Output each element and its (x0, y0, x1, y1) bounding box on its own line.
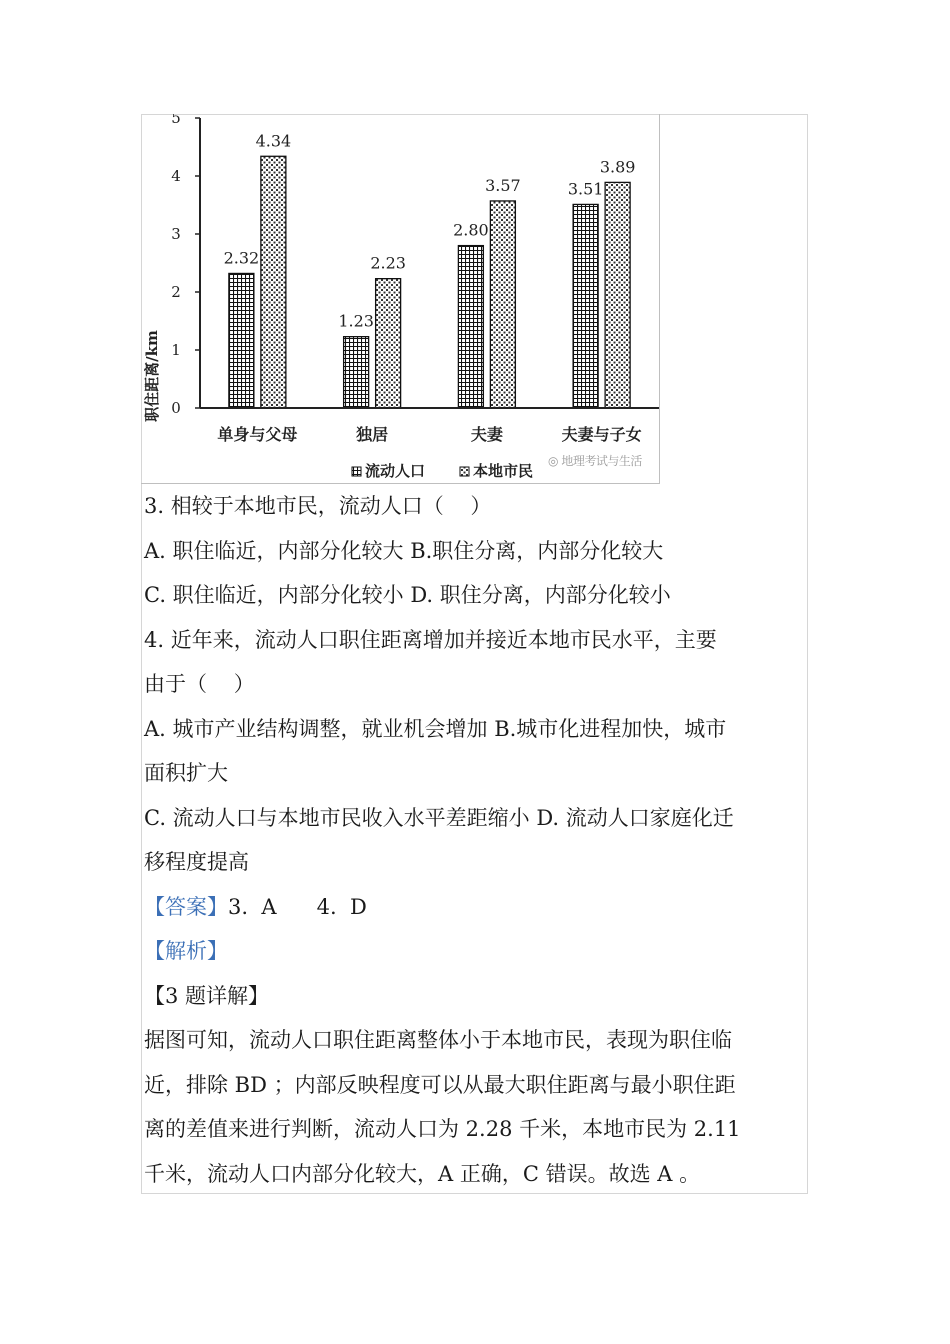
y-tick-label: 2 (171, 283, 181, 301)
watermark (548, 452, 642, 469)
answer-tag: 【答案】 (144, 894, 228, 919)
question-4-option-ab-line-1: A. 城市产业结构调整，就业机会增加 B.城市化进程加快，城市 (144, 716, 727, 741)
bar-value-label: 4.34 (255, 131, 292, 151)
answer-text: 3. A 4. D (228, 894, 367, 919)
bar-1-1 (229, 273, 254, 408)
question-4-stem-line-2: 由于（ ） (144, 672, 255, 696)
x-category-label: 单身与父母 (217, 425, 298, 444)
bar-1-3 (458, 246, 483, 408)
bar-2-4 (605, 182, 630, 408)
question-content (144, 484, 809, 1196)
detail-line-2: 近，排除 BD ；内部反映程度可以从最大职住距离与最小职住距 (144, 1072, 736, 1097)
answer-line (144, 885, 809, 930)
legend (352, 462, 533, 480)
y-tick-label: 4 (171, 167, 181, 185)
question-4-stem-line-1: 4. 近年来，流动人口职住距离增加并接近本地市民水平，主要 (144, 627, 717, 652)
bar-2-1 (261, 156, 286, 408)
x-category-label: 夫妻 (470, 425, 503, 444)
bar-value-label: 3.89 (599, 157, 636, 177)
question-4-option-cd-line-2: 移程度提高 (144, 850, 249, 874)
wechat-icon: ◎ (548, 454, 558, 468)
question-4-option-cd-line-1: C. 流动人口与本地市民收入水平差距缩小 D. 流动人口家庭化迁 (144, 805, 734, 830)
question-3-options-cd: C. 职住临近，内部分化较小 D. 职住分离，内部分化较小 (144, 583, 671, 607)
detail-line-4: 千米，流动人口内部分化较大，A 正确，C 错误。故选 A 。 (144, 1161, 701, 1186)
legend-swatch-series-1 (352, 467, 361, 476)
bar-2-3 (490, 201, 515, 408)
bar-chart (141, 114, 659, 483)
bar-2-2 (376, 279, 401, 408)
question-3-stem: 3. 相较于本地市民，流动人口（ ） (144, 494, 492, 518)
bar-value-label: 2.23 (370, 253, 406, 273)
detail-line-3: 离的差值来进行判断，流动人口为 2.28 千米，本地市民为 2.11 (144, 1117, 741, 1141)
bar-1-2 (344, 337, 369, 408)
x-category-label: 夫妻与子女 (561, 425, 642, 444)
bar-value-label: 1.23 (338, 311, 374, 331)
y-tick-label: 1 (171, 341, 181, 359)
bar-value-label: 2.32 (223, 248, 260, 268)
y-tick-label: 0 (171, 399, 181, 417)
bar-value-label: 3.51 (567, 179, 604, 199)
y-tick-label: 3 (171, 225, 181, 243)
legend-swatch-series-2 (460, 467, 469, 476)
x-category-label: 独居 (356, 425, 389, 444)
bar-value-label: 2.80 (453, 220, 489, 240)
detail-line-1: 据图可知，流动人口职住距离整体小于本地市民，表现为职住临 (144, 1028, 732, 1052)
legend-label-series-2: 本地市民 (473, 462, 534, 480)
chart-box (141, 114, 660, 484)
y-tick-label: 5 (171, 114, 181, 127)
bar-1-4 (573, 204, 598, 408)
legend-label-series-1: 流动人口 (365, 462, 426, 480)
question-3-options-ab: A. 职住临近，内部分化较大 B.职住分离，内部分化较大 (144, 538, 664, 563)
bar-value-label: 3.57 (485, 175, 521, 195)
analysis-tag: 【解析】 (144, 939, 228, 963)
watermark-text: 地理考试与生活 (561, 454, 642, 468)
detail-heading: 【3 题详解】 (144, 983, 270, 1008)
y-axis-title: 职住距离/km (143, 330, 161, 422)
question-4-option-ab-line-2: 面积扩大 (144, 761, 228, 785)
